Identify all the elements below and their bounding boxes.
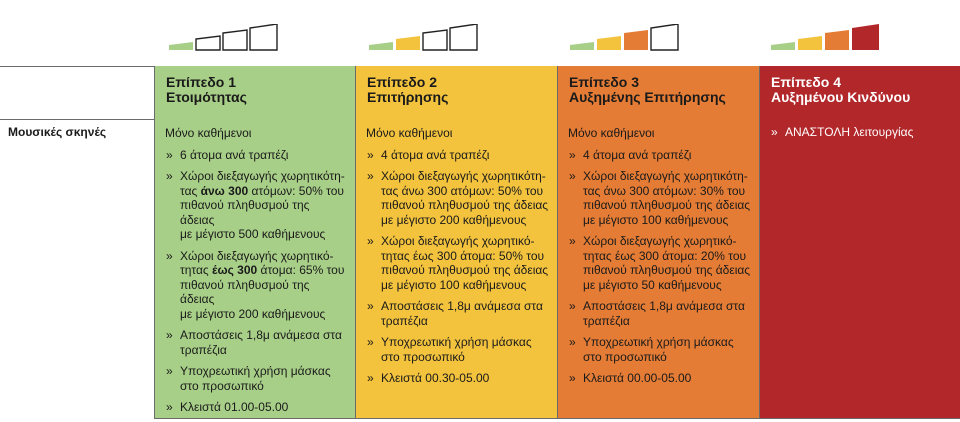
bullet-icon: » bbox=[166, 248, 173, 263]
bullet-icon: » bbox=[771, 125, 778, 139]
rule-text: Αποστάσεις 1,8μ ανάμεσα στα τραπέζια bbox=[583, 299, 745, 328]
level-3-column bbox=[558, 66, 760, 419]
bullet-icon: » bbox=[569, 335, 576, 349]
meter-step-2 bbox=[196, 36, 220, 50]
bullet-icon: » bbox=[367, 147, 374, 162]
bullet-icon: » bbox=[569, 169, 576, 183]
rule-item bbox=[568, 234, 751, 292]
rule-text: Χώροι διεξαγωγής χωρητικότη- τας άνω 300 ατόμων: 30% του πιθανού πληθυσμού της άδειας με μέγιστο 100 καθήμενους bbox=[583, 169, 751, 227]
rule-text: Χώροι διεξαγωγής χωρητικό- τητας έως 300 άτομα: 20% του πιθανού πληθυσμού της άδειας με μέγιστο 50 καθήμενους bbox=[583, 234, 751, 292]
rule-item bbox=[568, 148, 751, 163]
meter-step-1 bbox=[771, 42, 795, 50]
level-4-meter-icon bbox=[768, 24, 883, 52]
level-3-rules bbox=[568, 126, 751, 393]
level-1-rules bbox=[165, 126, 347, 422]
rule-item bbox=[165, 328, 347, 357]
rule-text: Χώροι διεξαγωγής χωρητικότη- τας άνω 300 ατόμων: 50% του πιθανού πληθυσμού της άδειας με μέγιστο 500 καθήμενους bbox=[180, 169, 345, 241]
rule-text: Χώροι διεξαγωγής χωρητικότη- τας άνω 300 ατόμων: 50% του πιθανού πληθυσμού της άδειας με μέγιστο 200 καθήμενους bbox=[381, 169, 549, 227]
rule-text: ΑΝΑΣΤΟΛΗ λειτουργίας bbox=[785, 125, 914, 139]
rule-text: Χώροι διεξαγωγής χωρητικό- τητας έως 300 άτομα: 65% του πιθανού πληθυσμού της άδειας με μέγιστο 200 καθήμενους bbox=[180, 248, 345, 321]
rule-text: Υποχρεωτική χρήση μάσκας στο προσωπικό bbox=[180, 364, 331, 393]
rule-item bbox=[165, 364, 347, 393]
level-2-title: Επίπεδο 2 Επιτήρησης bbox=[367, 74, 449, 105]
meter-step-4 bbox=[852, 24, 879, 50]
bullet-icon: » bbox=[166, 147, 173, 162]
rule-item bbox=[165, 169, 347, 242]
bullet-icon: » bbox=[569, 234, 576, 248]
rule-text: Κλειστά 01.00-05.00 bbox=[180, 400, 289, 414]
rule-item bbox=[165, 400, 347, 415]
level-4-title: Επίπεδο 4 Αυξημένου Κινδύνου bbox=[771, 74, 911, 105]
bullet-icon: » bbox=[166, 364, 173, 378]
meter-step-1 bbox=[570, 42, 594, 50]
bullet-icon: » bbox=[166, 400, 173, 414]
meter-step-2 bbox=[597, 36, 621, 50]
rule-item bbox=[568, 169, 751, 227]
rule-item bbox=[366, 371, 549, 386]
rule-text: Κλειστά 00.00-05.00 bbox=[583, 371, 692, 385]
rule-text: Χώροι διεξαγωγής χωρητικό- τητας έως 300 άτομα: 50% του πιθανού πληθυσμού της άδειας με μέγιστο 100 καθήμενους bbox=[381, 234, 549, 292]
meter-step-1 bbox=[169, 42, 193, 50]
meter-step-3 bbox=[825, 30, 849, 50]
rule-item bbox=[568, 299, 751, 328]
rule-text: Υποχρεωτική χρήση μάσκας στο προσωπικό bbox=[381, 335, 532, 364]
rule-intro: Μόνο καθήμενοι bbox=[568, 126, 655, 140]
row-label-music-venues: Μουσικές σκηνές bbox=[8, 125, 107, 139]
meter-step-2 bbox=[396, 36, 420, 50]
rule-text: Αποστάσεις 1,8μ ανάμεσα στα τραπέζια bbox=[180, 328, 342, 357]
rule-text: Αποστάσεις 1,8μ ανάμεσα στα τραπέζια bbox=[381, 299, 543, 328]
bullet-icon: » bbox=[166, 169, 173, 183]
level-2-meter-icon bbox=[366, 24, 481, 52]
rule-text: 4 άτομα ανά τραπέζι bbox=[583, 147, 692, 162]
rule-text: 4 άτομα ανά τραπέζι bbox=[381, 147, 490, 162]
bullet-icon: » bbox=[569, 147, 576, 162]
rule-item bbox=[366, 234, 549, 292]
level-2-column bbox=[356, 66, 558, 419]
bullet-icon: » bbox=[569, 299, 576, 313]
bullet-icon: » bbox=[166, 328, 173, 342]
meter-step-3 bbox=[223, 30, 247, 50]
meter-step-4 bbox=[651, 24, 678, 50]
level-4-rules bbox=[770, 125, 952, 147]
bullet-icon: » bbox=[367, 234, 374, 248]
meter-step-4 bbox=[250, 24, 277, 50]
rule-item bbox=[366, 169, 549, 227]
rule-item bbox=[568, 371, 751, 386]
level-2-rules bbox=[366, 126, 549, 393]
rule-item bbox=[165, 249, 347, 322]
rule-item bbox=[366, 335, 549, 364]
level-4-column bbox=[760, 66, 960, 419]
rule-item bbox=[165, 148, 347, 163]
rule-item bbox=[366, 148, 549, 163]
rule-intro: Μόνο καθήμενοι bbox=[165, 126, 252, 140]
rule-text: Κλειστά 00.30-05.00 bbox=[381, 371, 490, 385]
bullet-icon: » bbox=[367, 299, 374, 313]
rule-intro: Μόνο καθήμενοι bbox=[366, 126, 453, 140]
bullet-icon: » bbox=[569, 371, 576, 385]
rule-text: 6 άτομα ανά τραπέζι bbox=[180, 147, 289, 162]
bullet-icon: » bbox=[367, 371, 374, 385]
level-1-column bbox=[154, 66, 356, 419]
rule-item bbox=[770, 125, 952, 140]
rule-text: Υποχρεωτική χρήση μάσκας στο προσωπικό bbox=[583, 335, 734, 364]
level-1-title: Επίπεδο 1 Ετοιμότητας bbox=[166, 74, 247, 105]
level-1-meter-icon bbox=[166, 24, 281, 52]
level-3-title: Επίπεδο 3 Αυξημένης Επιτήρησης bbox=[569, 74, 726, 105]
meter-step-3 bbox=[624, 30, 648, 50]
meter-step-4 bbox=[450, 24, 477, 50]
meter-step-3 bbox=[423, 30, 447, 50]
meter-step-1 bbox=[369, 42, 393, 50]
bullet-icon: » bbox=[367, 169, 374, 183]
bullet-icon: » bbox=[367, 335, 374, 349]
meter-step-2 bbox=[798, 36, 822, 50]
rule-item bbox=[568, 335, 751, 364]
level-3-meter-icon bbox=[567, 24, 682, 52]
rule-item bbox=[366, 299, 549, 328]
